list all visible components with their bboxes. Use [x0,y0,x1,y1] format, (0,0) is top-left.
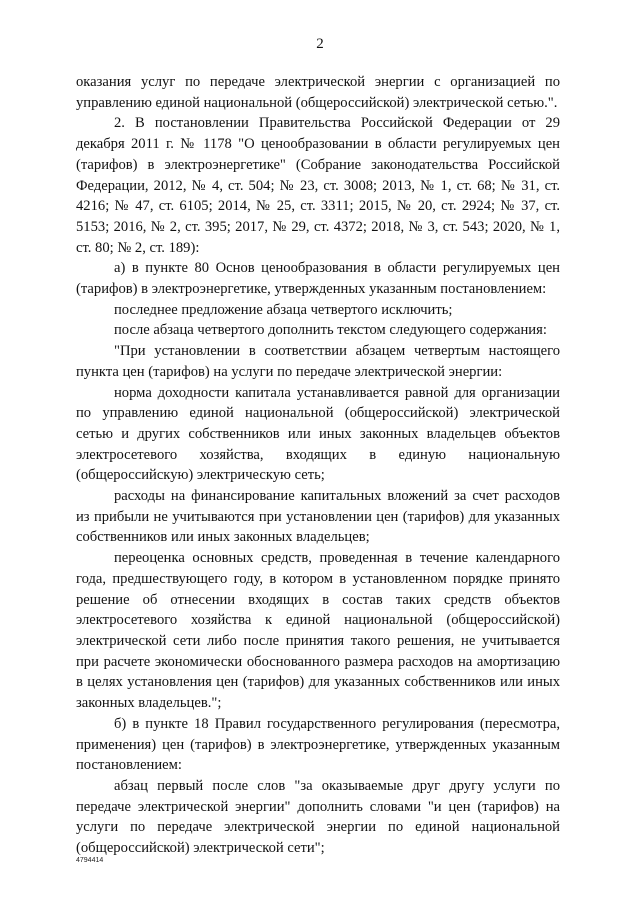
paragraph: после абзаца четвертого дополнить текстом следующего содержания: [114,322,547,339]
footer-code: 4794414 [76,857,104,864]
paragraph: оказания услуг по передаче электрической энергии с организацией по управлению единой национальной (общероссийской) электрической сетью.". [76,74,560,111]
paragraph: а) в пункте 80 Основ ценообразования в области регулируемых цен (тарифов) в электроэнергетике, утвержденных указанным постановлением: [76,260,560,298]
paragraph: норма доходности капитала устанавливается равной для организации по управлению единой национальной (общероссийской) электрической сетью и других собственников или иных законных владельцев объектов электросетевого хозяйства, входящих в единую национальную (общероссийскую) электрическую сеть; [76,384,560,484]
paragraph: "При установлении в соответствии абзацем четвертым настоящего пункта цен (тарифов) на услуги по передаче электрической энергии: [76,343,560,380]
document-body [76,72,560,859]
paragraph: абзац первый после слов "за оказываемые друг другу услуги по передаче электрической энергии" дополнить словами "и цен (тарифов) на услуги по передаче электрической энергии по единой национальной (общероссийской) электрической сети"; [76,777,560,857]
paragraph: 2. В постановлении Правительства Российской Федерации от 29 декабря 2011 г. № 1178 "О ценообразовании в области регулируемых цен (тарифов) в электроэнергетике" (Собрание законодательства Российской Федерации, 2012, № 4, ст. 504; № 23, ст. 3008; 2013, № 1, ст. 68; № 31, ст. 4216; № 47, ст. 6105; 2014, № 25, ст. 3311; 2015, № 20, ст. 2924; № 37, ст. 5153; 2016, № 2, ст. 395; 2017, № 29, ст. 4372; 2018, № 3, ст. 543; 2020, № 1, ст. 80; № 2, ст. 189): [76,115,560,256]
paragraph: расходы на финансирование капитальных вложений за счет расходов из прибыли не учитываются при установлении цен (тарифов) для указанных собственников или иных законных владельцев; [76,488,560,546]
page-number: 2 [316,36,324,52]
paragraph: б) в пункте 18 Правил государственного регулирования (пересмотра, применения) цен (тарифов) в электроэнергетике, утвержденных указанным постановлением: [76,715,560,774]
paragraph: переоценка основных средств, проведенная в течение календарного года, предшествующего году, в котором в установленном порядке принято решение об отнесении входящих в состав таких средств объектов электросетевого хозяйства к единой национальной (общероссийской) электрической сети либо после принятия такого решения, не учитывается при расчете экономически обоснованного размера расходов на амортизацию в целях установления цен (тарифов) для указанных собственников или иных законных владельцев."; [76,550,560,712]
paragraph: последнее предложение абзаца четвертого исключить; [114,301,453,318]
